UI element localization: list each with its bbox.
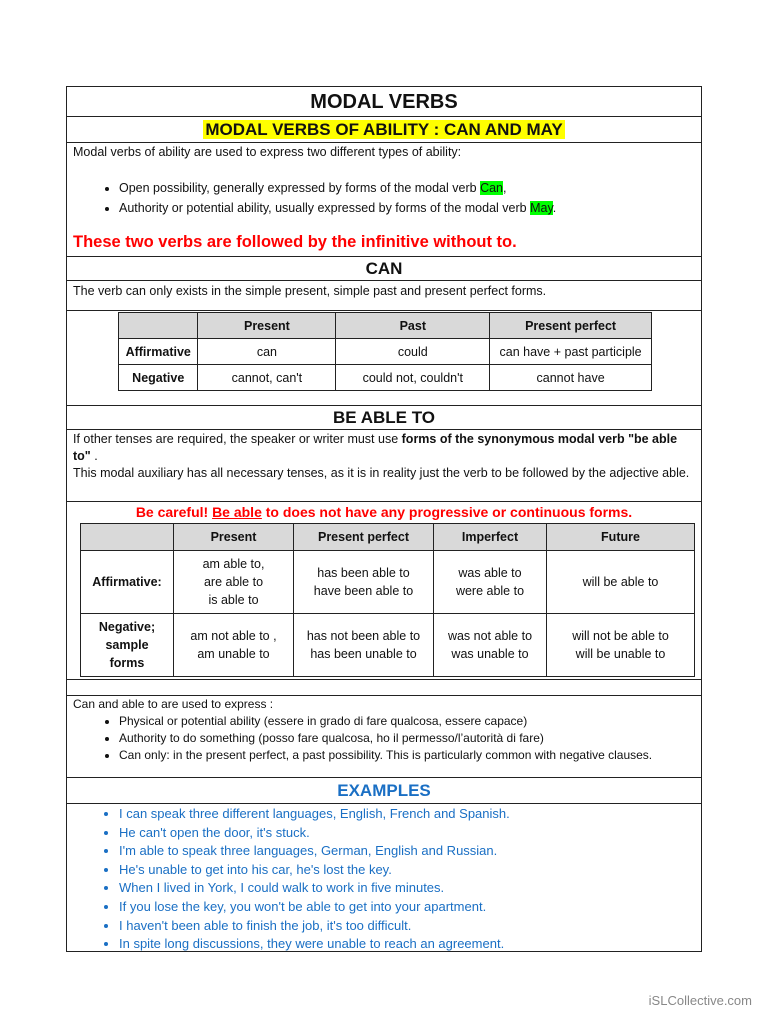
table-row xyxy=(119,339,652,365)
uses-list xyxy=(67,713,701,764)
table-header xyxy=(119,313,198,339)
can-desc-row xyxy=(67,281,701,311)
table-header xyxy=(81,524,174,551)
examples-section xyxy=(67,805,701,954)
list-item: • I can speak three different languages, English, French and Spanish. xyxy=(119,805,701,824)
able-table xyxy=(80,523,695,677)
may-highlight: May xyxy=(530,201,553,215)
able-description: If other tenses are required, the speaker or writer must use forms of the synonymous modal verb "be able to" . xyxy=(73,432,678,463)
list-item: • I haven't been able to finish the job, it's too difficult. xyxy=(119,917,701,936)
table-cell: could not, couldn't xyxy=(336,365,490,391)
uses-intro: Can and able to are used to express : xyxy=(73,697,274,711)
can-highlight: Can xyxy=(480,181,503,195)
able-heading-row xyxy=(67,406,701,430)
list-item: • He can't open the door, it's stuck. xyxy=(119,824,701,843)
infinitive-note: These two verbs are followed by the infinitive without to. xyxy=(73,233,517,251)
examples-heading: EXAMPLES xyxy=(337,781,431,800)
table-cell: has not been able to has been unable to xyxy=(294,614,434,677)
table-cell: Negative; sample forms xyxy=(81,614,174,677)
careful-note: Be careful! Be able to does not have any progressive or continuous forms. xyxy=(135,504,633,520)
table-header: Present xyxy=(174,524,294,551)
list-item: • If you lose the key, you won't be able to get into your apartment. xyxy=(119,898,701,917)
table-cell: could xyxy=(336,339,490,365)
can-table xyxy=(118,312,652,391)
list-item: • In spite long discussions, they were unable to reach an agreement. xyxy=(119,935,701,954)
table-header: Present perfect xyxy=(294,524,434,551)
table-row xyxy=(81,551,695,614)
subtitle-row xyxy=(67,117,701,143)
worksheet xyxy=(66,86,702,952)
table-cell: Affirmative: xyxy=(81,551,174,614)
ability-list xyxy=(67,178,701,218)
list-item: • He's unable to get into his car, he's lost the key. xyxy=(119,861,701,880)
table-cell: Affirmative xyxy=(119,339,198,365)
can-heading-row xyxy=(67,257,701,281)
subtitle: MODAL VERBS OF ABILITY : CAN AND MAY xyxy=(205,120,563,139)
title-row xyxy=(67,87,701,117)
table-cell: can xyxy=(198,339,336,365)
table-header: Future xyxy=(547,524,695,551)
list-item: • I'm able to speak three languages, German, English and Russian. xyxy=(119,842,701,861)
can-description: The verb can only exists in the simple present, simple past and present perfect forms. xyxy=(73,284,547,298)
table-cell: cannot have xyxy=(490,365,652,391)
able-heading: BE ABLE TO xyxy=(332,408,435,427)
site-watermark: iSLCollective.com xyxy=(648,993,752,1008)
table-cell: am not able to , am unable to xyxy=(174,614,294,677)
able-description-2: This modal auxiliary has all necessary tenses, as it is in reality just the verb to be followed by the adjective able. xyxy=(73,466,690,480)
list-item: • When I lived in York, I could walk to work in five minutes. xyxy=(119,879,701,898)
intro-section xyxy=(67,143,701,257)
list-item: • Authority to do something (posso fare qualcosa, ho il permesso/l’autorità di fare) xyxy=(119,730,681,747)
list-item: • Authority or potential ability, usually expressed by forms of the modal verb May. xyxy=(119,198,701,218)
page-title: MODAL VERBS xyxy=(310,91,458,113)
table-cell: can have + past participle xyxy=(490,339,652,365)
able-table-section xyxy=(67,502,701,680)
able-desc-row xyxy=(67,430,701,502)
table-cell: has been able to have been able to xyxy=(294,551,434,614)
list-item: • Can only: in the present perfect, a past possibility. This is particularly common with negative clauses. xyxy=(119,747,681,764)
list-item: • Physical or potential ability (essere in grado di fare qualcosa, essere capace) xyxy=(119,713,681,730)
table-row xyxy=(119,365,652,391)
table-row xyxy=(81,614,695,677)
table-cell: am able to, are able to is able to xyxy=(174,551,294,614)
can-table-row xyxy=(67,311,701,406)
intro-text: Modal verbs of ability are used to express two different types of ability: xyxy=(73,145,462,159)
table-header: Present perfect xyxy=(490,313,652,339)
can-heading: CAN xyxy=(365,259,403,278)
table-cell: was not able to was unable to xyxy=(434,614,547,677)
examples-list xyxy=(67,805,701,954)
table-header: Present xyxy=(198,313,336,339)
list-item: • Open possibility, generally expressed by forms of the modal verb Can, xyxy=(119,178,701,198)
table-cell: cannot, can't xyxy=(198,365,336,391)
table-cell: Negative xyxy=(119,365,198,391)
examples-heading-row xyxy=(67,778,701,804)
spacer-row xyxy=(67,680,701,696)
table-header: Past xyxy=(336,313,490,339)
table-cell: was able to were able to xyxy=(434,551,547,614)
table-cell: will not be able to will be unable to xyxy=(547,614,695,677)
table-header: Imperfect xyxy=(434,524,547,551)
table-cell: will be able to xyxy=(547,551,695,614)
uses-section xyxy=(67,696,701,778)
